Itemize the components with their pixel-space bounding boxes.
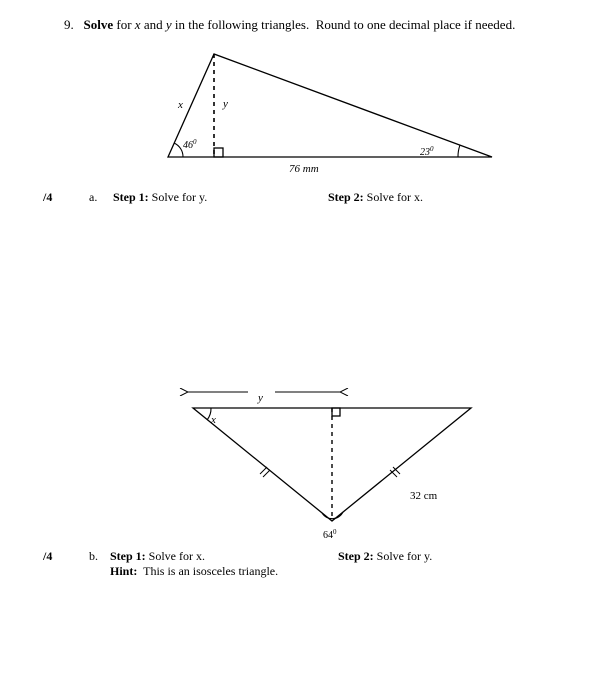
- part-b-hint: [110, 564, 278, 579]
- part-b-step2-label: Step 2:: [338, 549, 374, 563]
- label-y-b: y: [258, 392, 263, 404]
- part-a-step2-text: Solve for x.: [363, 190, 423, 204]
- part-b-hint-label: Hint:: [110, 564, 138, 578]
- question-text-b: and: [140, 17, 166, 32]
- part-b-step1-label: Step 1:: [110, 549, 146, 563]
- angle-64-value: 64: [323, 530, 333, 541]
- tick-marks-left: [260, 467, 270, 477]
- question-lead: Solve: [83, 17, 114, 32]
- part-a-letter: a.: [89, 190, 98, 204]
- side-label-b: 32 cm: [410, 490, 438, 502]
- part-b-hint-text: This is an isosceles triangle.: [137, 564, 279, 578]
- angle-46-degree: 0: [193, 138, 197, 146]
- label-x-b: x: [211, 414, 216, 426]
- angle-46-value: 46: [183, 140, 193, 151]
- part-b-letter: b.: [89, 549, 98, 563]
- angle-23-value: 23: [420, 147, 430, 158]
- label-y-a: y: [223, 98, 228, 110]
- angle-64-label: [323, 528, 337, 541]
- right-angle-marker-b: [332, 408, 340, 416]
- part-b-step1: [110, 549, 205, 564]
- part-a-step1-text: Solve for y.: [148, 190, 208, 204]
- base-label-a: 76 mm: [289, 163, 319, 175]
- points-b: /4: [43, 549, 53, 563]
- label-x-a: x: [178, 99, 183, 111]
- part-a-step2-label: Step 2:: [328, 190, 364, 204]
- question-text-c: in the following triangles. Round to one decimal place if needed.: [171, 17, 516, 32]
- tick-marks-right: [390, 467, 400, 477]
- question-number: 9.: [64, 17, 74, 32]
- question-var-x: x: [134, 17, 141, 32]
- angle-23-degree: 0: [430, 145, 434, 153]
- part-b-step1-text: Solve for x.: [145, 549, 205, 563]
- angle-64-degree: 0: [333, 528, 337, 536]
- part-b-step2-text: Solve for y.: [373, 549, 433, 563]
- question-var-y: y: [165, 17, 172, 32]
- part-a-step1-label: Step 1:: [113, 190, 149, 204]
- points-a: /4: [43, 190, 53, 204]
- part-b-step2: [338, 549, 432, 564]
- question-text-a: for: [113, 17, 135, 32]
